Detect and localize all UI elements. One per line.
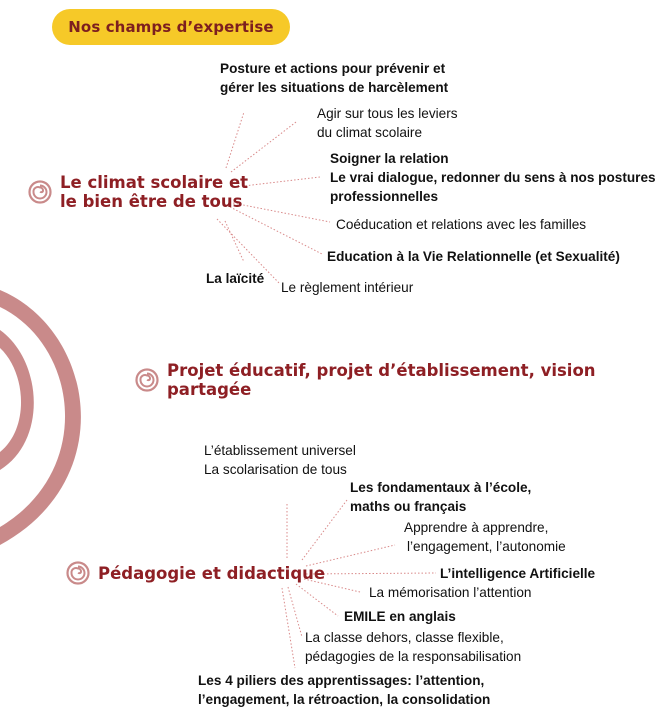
spiral-icon [135,368,159,392]
item-classe-dehors [305,628,521,666]
item-line: Posture et actions pour prévenir et [220,61,446,76]
spiral-icon [66,561,90,585]
item-line: La classe dehors, classe flexible, [305,630,504,645]
item-line: Soigner la relation [330,151,449,166]
item-line: La scolarisation de tous [204,462,347,477]
item-fondamentaux [350,478,531,516]
connector [288,587,302,637]
connector [226,112,244,168]
item-coeducation: Coéducation et relations avec les familles [336,217,587,232]
item-apprendre-a-apprendre [404,518,566,556]
item-piliers-apprentissages [198,671,490,709]
item-line: L’établissement universel [204,443,356,458]
connector [225,221,244,262]
item-emile: EMILE en anglais [344,609,456,624]
item-line: Les fondamentaux à l’école, [350,480,532,495]
item-etablissement-universel [204,441,356,479]
item-memorisation: La mémorisation l’attention [369,585,532,600]
connector [296,584,338,616]
hub-climat-line2: le bien être de tous [60,192,243,211]
item-line: Agir sur tous les leviers [317,106,458,121]
item-line: l’engagement, l’autonomie [407,539,566,554]
item-leviers-climat [317,104,458,142]
item-intelligence-artificielle: L’intelligence Artificielle [440,566,596,581]
connector [282,588,295,668]
connector [302,500,347,560]
item-line: du climat scolaire [317,125,423,140]
section-title-badge: Nos champs d’expertise [52,9,290,45]
item-evras: Education à la Vie Relationnelle (et Sexualité) [327,249,620,264]
connector [231,122,296,172]
spiral-icon [28,180,52,204]
item-line: pédagogies de la responsabilisation [305,649,522,664]
item-soigner-relation [330,149,656,206]
item-line: Apprendre à apprendre, [404,520,549,535]
item-laicite: La laïcité [206,271,265,286]
hub-projet-label: Projet éducatif, projet d’établissement, vision partagée [167,361,596,399]
item-line: gérer les situations de harcèlement [220,80,449,95]
hub-pedagogie-label: Pédagogie et didactique [98,563,326,583]
item-posture-harcelement [220,59,448,97]
item-line: maths ou français [350,499,467,514]
item-line: Les 4 piliers des apprentissages: l’attention, [198,673,485,688]
hub-projet-educatif [135,361,668,399]
hub-pedagogie [66,561,325,585]
hub-climat-line1: Le climat scolaire et [60,173,249,192]
item-line: Le vrai dialogue, redonner du sens à nos postures [330,170,656,185]
item-line: professionnelles [330,189,439,204]
hub-climat-scolaire [28,173,248,211]
item-reglement: Le règlement intérieur [281,280,414,295]
connector [306,573,436,574]
item-line: l’engagement, la rétroaction, la consolidation [198,692,491,707]
